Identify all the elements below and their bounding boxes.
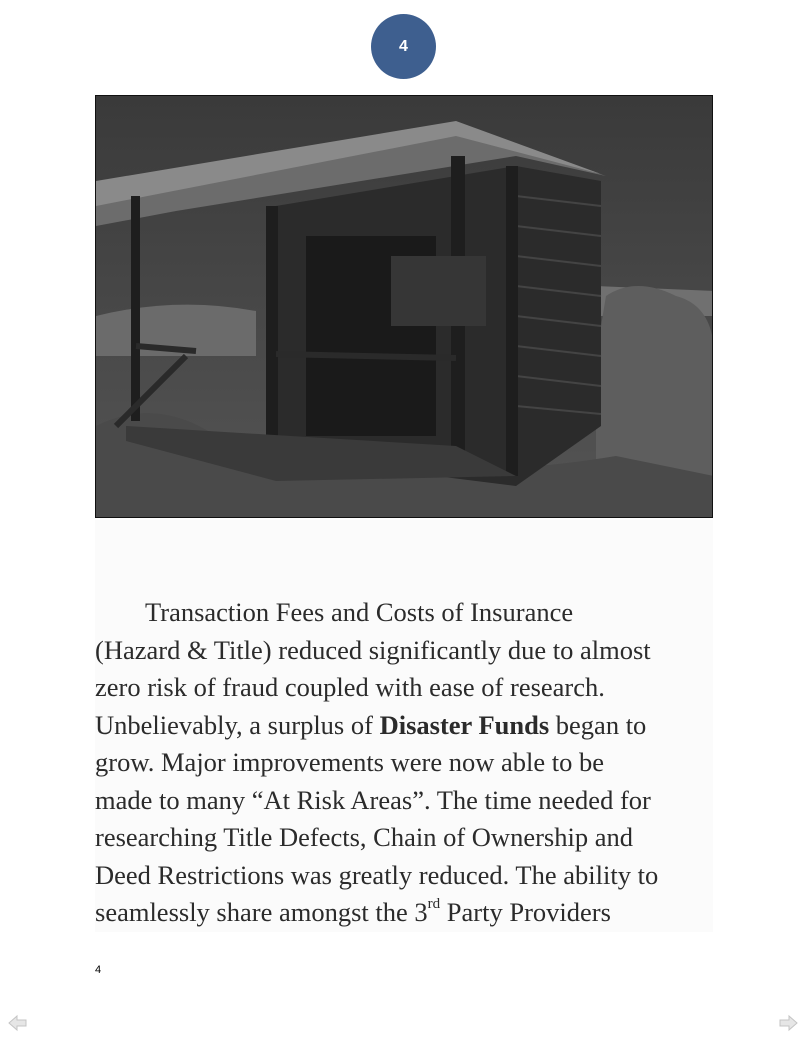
body-text-line-1: Transaction Fees and Costs of Insurance [145, 597, 574, 627]
body-text-line-5: grow. Major improvements were now able to be [95, 747, 604, 777]
ordinal-superscript: rd [427, 896, 441, 913]
arrow-left-icon[interactable] [8, 1014, 28, 1032]
disaster-funds-bold: Disaster Funds [379, 709, 550, 740]
body-text-line-2: (Hazard & Title) reduced significantly due to almost [95, 634, 651, 665]
cabin-photo [95, 95, 713, 518]
body-text-line-6: made to many “At Risk Areas”. The time needed for [95, 784, 651, 815]
footer-page-number: 4 [95, 964, 102, 976]
page-number-badge-label: 4 [399, 37, 408, 55]
cabin-photo-illustration [96, 96, 713, 518]
body-text-line-9a: seamlessly share amongst the 3 [95, 897, 428, 927]
body-text-line-9b: Party Providers [440, 897, 611, 927]
body-text-line-7: researching Title Defects, Chain of Ownership and [95, 822, 633, 852]
body-paragraph [95, 594, 720, 932]
body-text-line-4a: Unbelievably, a surplus of [95, 709, 380, 740]
body-text-line-3: zero risk of fraud coupled with ease of research. [95, 672, 605, 702]
arrow-right-icon[interactable] [778, 1014, 798, 1032]
body-text-line-4b: began to [549, 709, 647, 740]
body-text-line-8: Deed Restrictions was greatly reduced. The ability to [95, 859, 659, 890]
page-number-badge [371, 14, 436, 79]
